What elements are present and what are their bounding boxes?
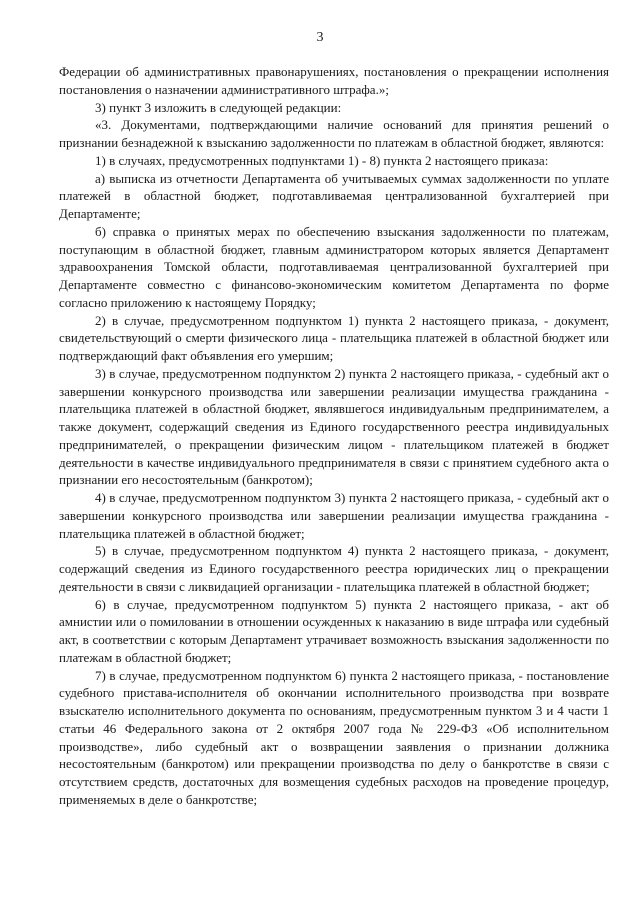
paragraph-subitem-1: 1) в случаях, предусмотренных подпунктами 1) - 8) пункта 2 настоящего приказа: <box>95 152 549 168</box>
page-number: 3 <box>316 30 324 45</box>
paragraph-subitem-3: 3) в случае, предусмотренном подпунктом 2) пункта 2 настоящего приказа, - судебный акт о завершении конкурсного производства или завершении реализации имущества гражданина - плательщика платежей в областной бюджет, являвшегося индивидуальным предпринимателем, а также документ, содержащий сведения из Единого государственного реестра индивидуальных предпринимателей, о прекращении физическим лицом - плательщиком платежей в бюджет деятельности в качестве индивидуального предпринимателя в связи с принятием судебного акта о признании его несостоятельным (банкротом); <box>59 365 609 488</box>
paragraph-subitem-6: 6) в случае, предусмотренном подпунктом 5) пункта 2 настоящего приказа, - акт об амнистии или о помиловании в отношении осужденных к наказанию в виде штрафа или судебный акт, в соответствии с которым Департамент утрачивает возможность взыскания задолженности по платежам в областной бюджет; <box>59 596 609 665</box>
paragraph-subitem-2: 2) в случае, предусмотренном подпунктом 1) пункта 2 настоящего приказа, - документ, свидетельствующий о смерти физического лица - плательщика платежей в областной бюджет или подтверждающий факт объявления его умершим; <box>59 312 609 363</box>
paragraph-clause-3-intro: «3. Документами, подтверждающими наличие оснований для принятия решений о признании безнадежной к взысканию задолженности по платежам в областной бюджет, являются: <box>59 117 609 150</box>
paragraph-subitem-1a: а) выписка из отчетности Департамента об учитываемых суммах задолженности по уплате платежей в областной бюджет, подготавливаемая централизованной бухгалтерией при Департаменте; <box>59 170 609 221</box>
paragraph-continuation: Федерации об административных правонарушениях, постановления о прекращении исполнения постановления о назначении административного штрафа.»; <box>59 64 609 97</box>
paragraph-amendment-item-3: 3) пункт 3 изложить в следующей редакции: <box>95 99 342 115</box>
paragraph-subitem-4: 4) в случае, предусмотренном подпунктом 3) пункта 2 настоящего приказа, - судебный акт о завершении конкурсного производства или завершении реализации имущества гражданина - плательщика платежей в областной бюджет; <box>59 490 609 541</box>
paragraph-subitem-1b: б) справка о принятых мерах по обеспечению взыскания задолженности по платежам, поступающим в областной бюджет, главным администратором которых является Департамент здравоохранения Томской области, подготавливаемая централизованной бухгалтерией при Департаменте совместно с финансово-экономическим комитетом Департамента по форме согласно приложению к настоящему Порядку; <box>59 223 609 310</box>
paragraph-subitem-5: 5) в случае, предусмотренном подпунктом 4) пункта 2 настоящего приказа, - документ, содержащий сведения из Единого государственного реестра юридических лиц о прекращении деятельности в связи с ликвидацией организации - плательщика платежей в областной бюджет; <box>59 543 609 594</box>
document-body <box>59 63 609 809</box>
paragraph-subitem-7: 7) в случае, предусмотренном подпунктом 6) пункта 2 настоящего приказа, - постановление судебного пристава-исполнителя об окончании исполнительного производства при возврате взыскателю исполнительного документа по основаниям, предусмотренным пунктом 3 и 4 части 1 статьи 46 Федерального закона от 2 октября 2007 года № 229-ФЗ «Об исполнительном производстве», либо судебный акт о возвращении заявления о признании должника несостоятельным (банкротом) или прекращении производства по делу о банкротстве в связи с отсутствием средств, достаточных для возмещения судебных расходов на проведение процедур, применяемых в деле о банкротстве; <box>59 667 609 807</box>
